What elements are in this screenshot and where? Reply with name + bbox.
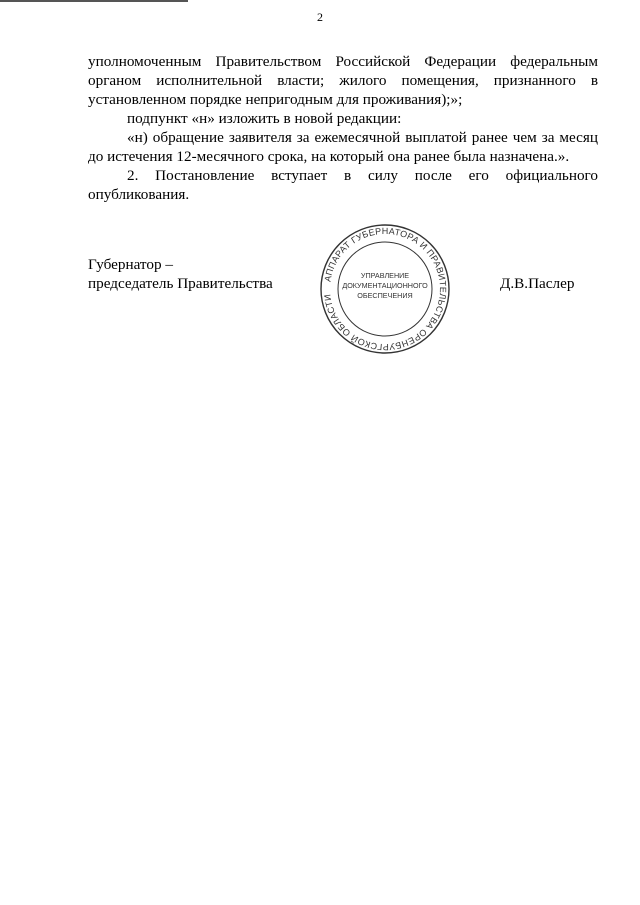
document-body <box>88 52 598 204</box>
seal-center-line2: ДОКУМЕНТАЦИОННОГО <box>342 281 428 290</box>
signatory-title <box>88 255 273 293</box>
seal-center-line3: ОБЕСПЕЧЕНИЯ <box>357 291 413 300</box>
official-seal <box>318 222 452 356</box>
paragraph-continuation: уполномоченным Правительством Российской Федерации федеральным органом исполнительной власти; жилого помещения, признанного в установленном порядке непригодным для проживания);»; <box>88 53 598 108</box>
seal-center-line1: УПРАВЛЕНИЕ <box>360 271 410 280</box>
paragraph-subpoint-text: «н) обращение заявителя за ежемесячной выплатой ранее чем за месяц до истечения 12-месячного срока, на который она ранее была назначена.». <box>88 129 598 165</box>
signatory-name: Д.В.Паслер <box>500 275 575 292</box>
seal-ring-text: АППАРАТ ГУБЕРНАТОРА И ПРАВИТЕЛЬСТВА ОРЕНБУРГСКОЙ ОБЛАСТИ <box>322 225 449 353</box>
signatory-title-line2: председатель Правительства <box>88 275 273 292</box>
paragraph-entry-into-force: 2. Постановление вступает в силу после его официального опубликования. <box>88 167 598 203</box>
paragraph-subpoint-intro: подпункт «н» изложить в новой редакции: <box>127 110 402 127</box>
top-rule <box>0 0 188 2</box>
page-number: 2 <box>317 10 323 24</box>
signatory-title-line1: Губернатор – <box>88 256 173 273</box>
